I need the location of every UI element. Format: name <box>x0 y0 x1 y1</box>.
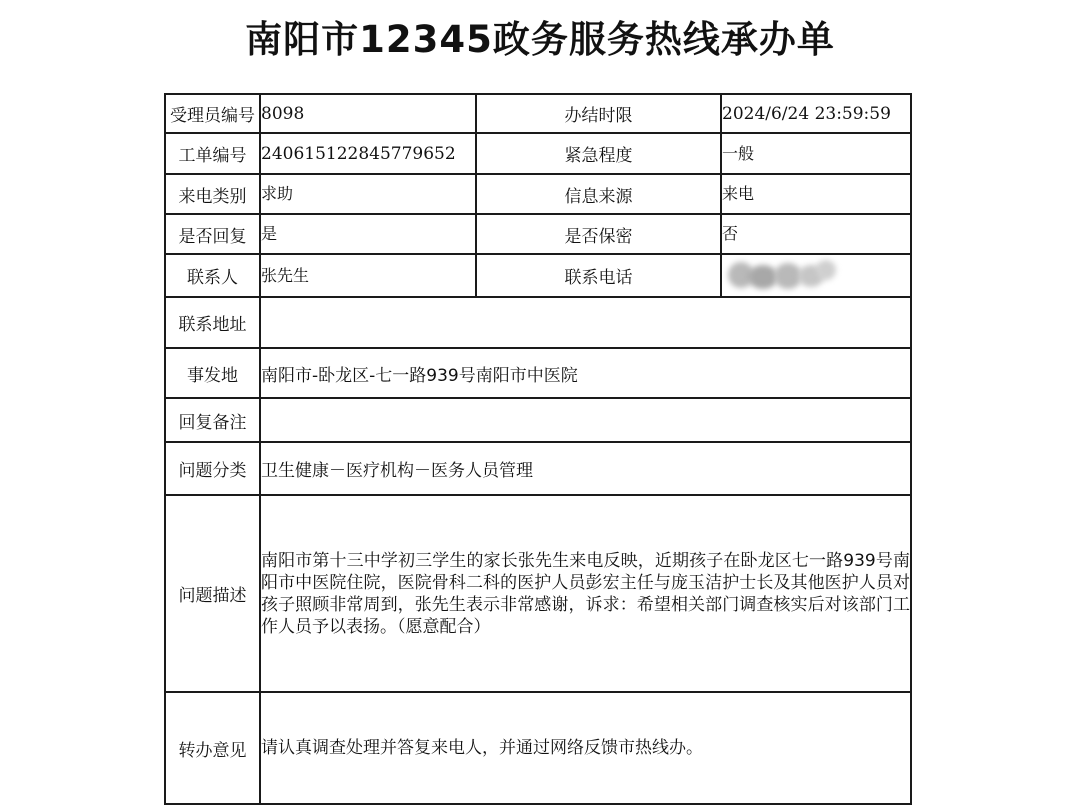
row-reply <box>165 214 911 254</box>
confidential-label: 是否保密 <box>476 214 721 254</box>
address-value <box>260 297 911 348</box>
operator-id-value: 8098 <box>260 94 476 133</box>
contact-label: 联系人 <box>165 254 260 297</box>
phone-value <box>721 254 911 297</box>
form-title: 南阳市12345政务服务热线承办单 <box>245 18 835 61</box>
urgency-value: 一般 <box>721 133 911 174</box>
contact-value: 张先生 <box>260 254 476 297</box>
row-reply-note <box>165 398 911 442</box>
redacted-phone-blur <box>722 256 840 292</box>
row-ticket <box>165 133 911 174</box>
description-value: 南阳市第十三中学初三学生的家长张先生来电反映，近期孩子在卧龙区七一路939号南阳市中医院住院，医院骨科二科的医护人员彭宏主任与庞玉洁护士长及其他医护人员对孩子照顾非常周到，张先生表示非常感谢，诉求：希望相关部门调查核实后对该部门工作人员予以表扬。（愿意配合） <box>260 495 911 692</box>
location-label: 事发地 <box>165 348 260 398</box>
row-contact <box>165 254 911 297</box>
operator-id-label: 受理员编号 <box>165 94 260 133</box>
row-description <box>165 495 911 692</box>
deadline-label: 办结时限 <box>476 94 721 133</box>
confidential-value: 否 <box>721 214 911 254</box>
reply-value: 是 <box>260 214 476 254</box>
call-type-value: 求助 <box>260 174 476 214</box>
transfer-opinion-value: 请认真调查处理并答复来电人，并通过网络反馈市热线办。 <box>260 692 911 804</box>
row-location <box>165 348 911 398</box>
location-value: 南阳市-卧龙区-七一路939号南阳市中医院 <box>260 348 911 398</box>
service-ticket-table <box>164 93 912 805</box>
category-value: 卫生健康－医疗机构－医务人员管理 <box>260 442 911 495</box>
category-label: 问题分类 <box>165 442 260 495</box>
transfer-opinion-label: 转办意见 <box>165 692 260 804</box>
address-label: 联系地址 <box>165 297 260 348</box>
description-label: 问题描述 <box>165 495 260 692</box>
reply-note-label: 回复备注 <box>165 398 260 442</box>
row-transfer <box>165 692 911 804</box>
ticket-no-value: 240615122845779652 <box>260 133 476 174</box>
call-type-label: 来电类别 <box>165 174 260 214</box>
deadline-value: 2024/6/24 23:59:59 <box>721 94 911 133</box>
info-source-label: 信息来源 <box>476 174 721 214</box>
reply-note-value <box>260 398 911 442</box>
ticket-no-label: 工单编号 <box>165 133 260 174</box>
urgency-label: 紧急程度 <box>476 133 721 174</box>
reply-label: 是否回复 <box>165 214 260 254</box>
row-call-type <box>165 174 911 214</box>
row-category <box>165 442 911 495</box>
info-source-value: 来电 <box>721 174 911 214</box>
row-operator <box>165 94 911 133</box>
row-address <box>165 297 911 348</box>
phone-label: 联系电话 <box>476 254 721 297</box>
